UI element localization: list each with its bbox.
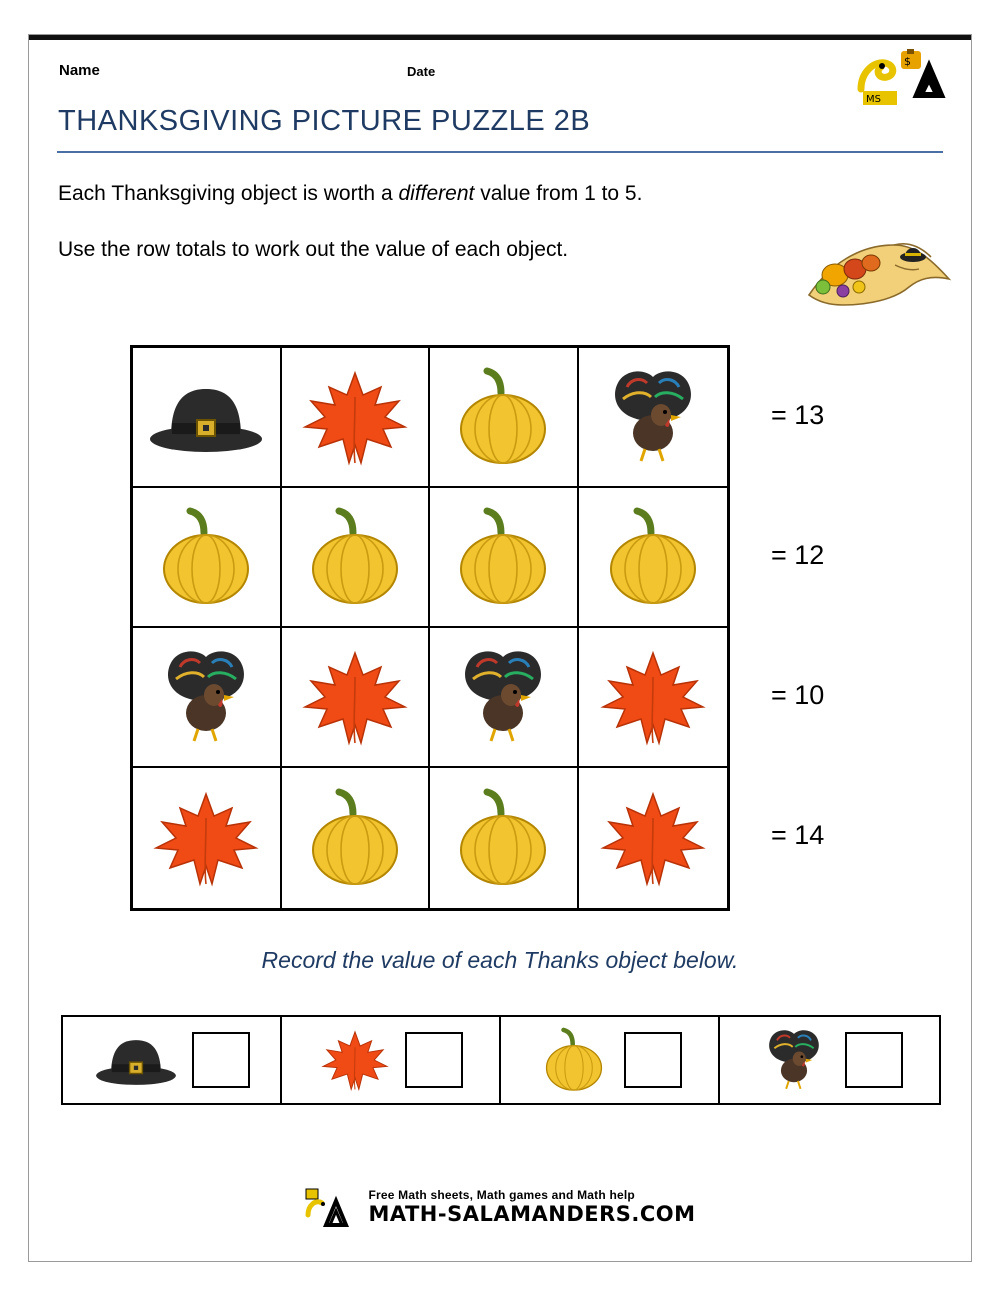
maple-leaf-icon [299,367,411,467]
grid-cell [282,348,431,488]
math-salamanders-footer-logo-icon [304,1185,362,1229]
answer-input-leaf[interactable] [405,1032,463,1088]
turkey-icon [597,365,709,469]
grid-cell [579,488,728,628]
grid-cell [282,768,431,908]
maple-leaf-icon [299,647,411,747]
pumpkin-icon [538,1026,610,1094]
pumpkin-icon [449,365,557,469]
instruction-1-part-a: Each Thanksgiving object is worth a [58,182,399,205]
pilgrim-hat-icon [94,1030,178,1090]
maple-leaf-icon [597,647,709,747]
maple-leaf-icon [319,1028,391,1092]
date-label: Date [407,64,436,79]
title-divider [57,151,943,153]
pumpkin-icon [301,505,409,609]
grid-cell [282,628,431,768]
grid-cell [430,348,579,488]
worksheet-page [28,34,972,1262]
grid-cell [430,768,579,908]
pumpkin-icon [152,505,260,609]
row-total: = 14 [771,819,825,850]
instruction-line-1 [58,182,642,206]
turkey-icon [757,1026,831,1094]
grid-cell [430,488,579,628]
answer-cell-pumpkin [501,1017,720,1103]
answer-cell-hat [63,1017,282,1103]
pumpkin-icon [301,786,409,890]
answer-input-turkey[interactable] [845,1032,903,1088]
answer-bar [61,1015,941,1105]
svg-text:$: $ [904,55,911,68]
grid-cell [133,628,282,768]
pilgrim-hat-icon [147,375,265,459]
row-total: = 12 [771,539,825,570]
grid-cell [579,768,728,908]
turkey-icon [150,645,262,749]
row-total: = 13 [771,399,825,430]
name-label: Name [59,62,100,79]
math-salamanders-logo-icon [855,49,955,111]
grid-cell [282,488,431,628]
instruction-line-2: Use the row totals to work out the value of each object. [58,238,569,261]
pumpkin-icon [599,505,707,609]
pumpkin-icon [449,505,557,609]
maple-leaf-icon [597,788,709,888]
grid-cell [579,628,728,768]
footer-tagline: Free Math sheets, Math games and Math help [368,1188,635,1202]
answer-cell-turkey [720,1017,939,1103]
grid-cell [430,628,579,768]
grid-cell [133,488,282,628]
puzzle-grid [130,345,730,911]
footer [29,1185,971,1234]
maple-leaf-icon [150,788,262,888]
page-top-bar [29,35,971,40]
record-prompt: Record the value of each Thanks object below. [261,947,739,973]
answer-input-hat[interactable] [192,1032,250,1088]
row-total: = 10 [771,679,825,710]
grid-cell [133,348,282,488]
turkey-icon [447,645,559,749]
instruction-1-part-b: value from 1 to 5. [474,182,643,205]
pumpkin-icon [449,786,557,890]
svg-text:MS: MS [866,94,881,105]
cornucopia-icon [799,225,959,315]
instruction-1-emphasis: different [398,182,475,205]
page-title: THANKSGIVING PICTURE PUZZLE 2B [58,105,591,137]
answer-input-pumpkin[interactable] [624,1032,682,1088]
answer-cell-leaf [282,1017,501,1103]
grid-cell [133,768,282,908]
row-totals [759,345,899,905]
footer-brand: MATH-SALAMANDERS.COM [368,1202,696,1226]
grid-cell [579,348,728,488]
